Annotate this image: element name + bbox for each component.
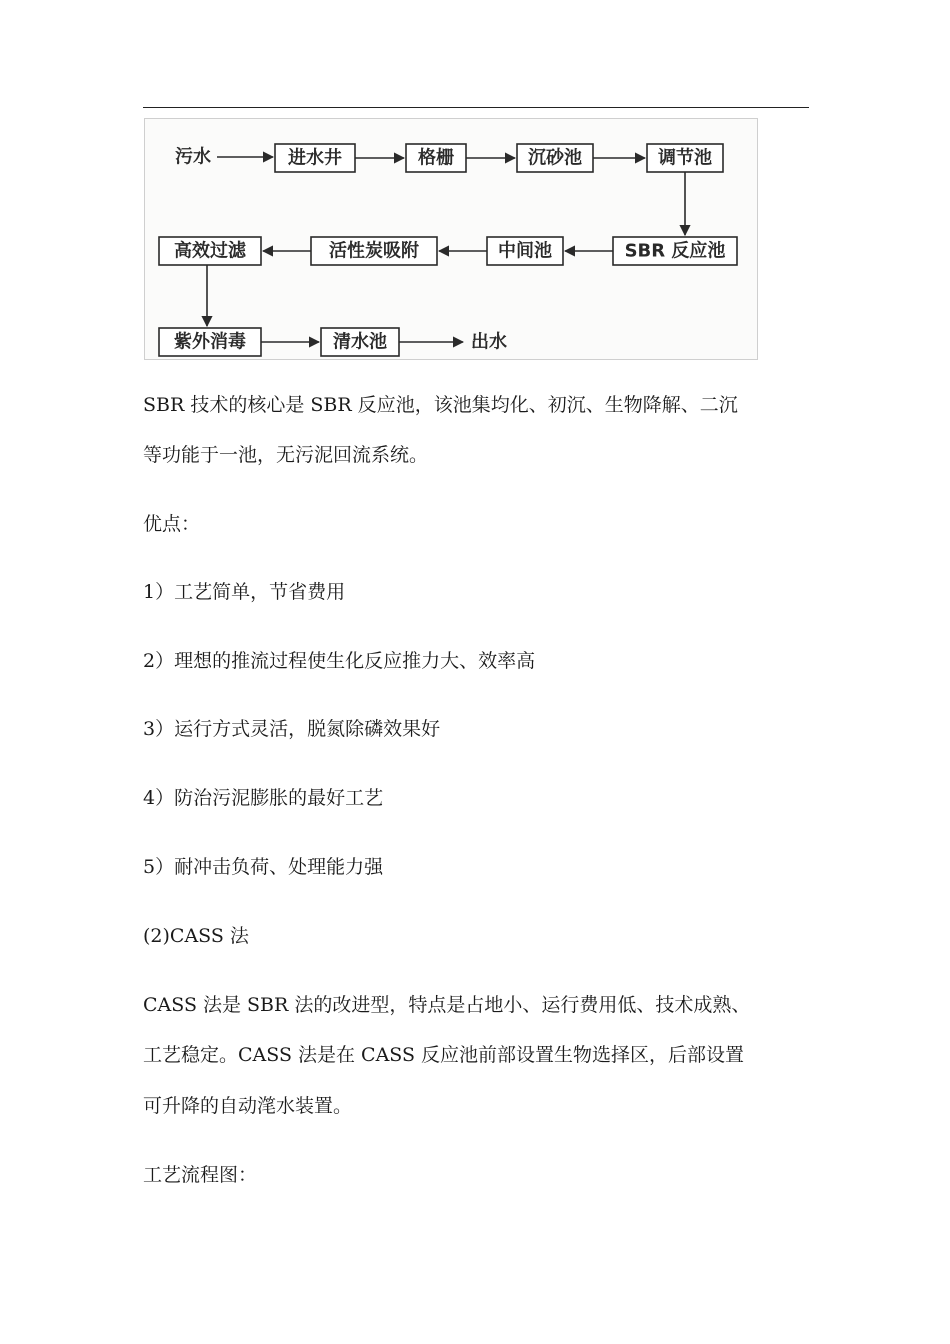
cass-paragraph-line2: 工艺稳定。CASS 法是在 CASS 反应池前部设置生物选择区，后部设置 bbox=[143, 1044, 745, 1066]
advantage-item-1: 1）工艺简单，节省费用 bbox=[143, 581, 346, 603]
advantage-item-2: 2）理想的推流过程使生化反应推力大、效率高 bbox=[143, 650, 536, 672]
cass-heading: (2)CASS 法 bbox=[143, 925, 249, 947]
flow-input-label: 污水 bbox=[175, 146, 211, 168]
node-label: 活性炭吸附 bbox=[329, 240, 419, 262]
node-label: 紫外消毒 bbox=[174, 331, 246, 353]
node-label: SBR 反应池 bbox=[624, 240, 726, 262]
flow-output-label: 出水 bbox=[471, 331, 507, 353]
node-label: 沉砂池 bbox=[528, 147, 582, 169]
advantage-item-3: 3）运行方式灵活，脱氮除磷效果好 bbox=[143, 718, 441, 740]
node-intermediate-tank bbox=[487, 237, 563, 265]
header-rule bbox=[143, 107, 809, 108]
sbr-core-paragraph-line2: 等功能于一池，无污泥回流系统。 bbox=[143, 444, 429, 466]
advantage-item-4: 4）防治污泥膨胀的最好工艺 bbox=[143, 787, 384, 809]
node-uv-disinfection bbox=[159, 328, 261, 356]
node-regulating-tank bbox=[647, 144, 723, 172]
node-clear-water-tank bbox=[321, 328, 399, 356]
node-label: 清水池 bbox=[333, 331, 387, 353]
sbr-core-paragraph-line1: SBR 技术的核心是 SBR 反应池，该池集均化、初沉、生物降解、二沉 bbox=[143, 394, 738, 416]
node-grit-chamber bbox=[517, 144, 593, 172]
node-label: 中间池 bbox=[498, 240, 552, 262]
process-flow-heading: 工艺流程图： bbox=[143, 1164, 258, 1186]
sbr-process-flow-diagram bbox=[144, 118, 758, 360]
node-high-efficiency-filter bbox=[159, 237, 261, 265]
node-label: 格栅 bbox=[418, 147, 454, 169]
node-carbon-adsorption bbox=[311, 237, 437, 265]
node-inlet-well bbox=[275, 144, 355, 172]
advantages-heading: 优点： bbox=[143, 513, 201, 535]
node-label: 调节池 bbox=[658, 147, 712, 169]
node-label: 高效过滤 bbox=[174, 240, 246, 262]
cass-paragraph-line3: 可升降的自动滗水装置。 bbox=[143, 1095, 353, 1117]
node-grille bbox=[406, 144, 466, 172]
cass-paragraph-line1: CASS 法是 SBR 法的改进型，特点是占地小、运行费用低、技术成熟、 bbox=[143, 994, 751, 1016]
node-label: 进水井 bbox=[288, 147, 342, 169]
node-sbr-tank bbox=[613, 237, 737, 265]
advantage-item-5: 5）耐冲击负荷、处理能力强 bbox=[143, 856, 384, 878]
